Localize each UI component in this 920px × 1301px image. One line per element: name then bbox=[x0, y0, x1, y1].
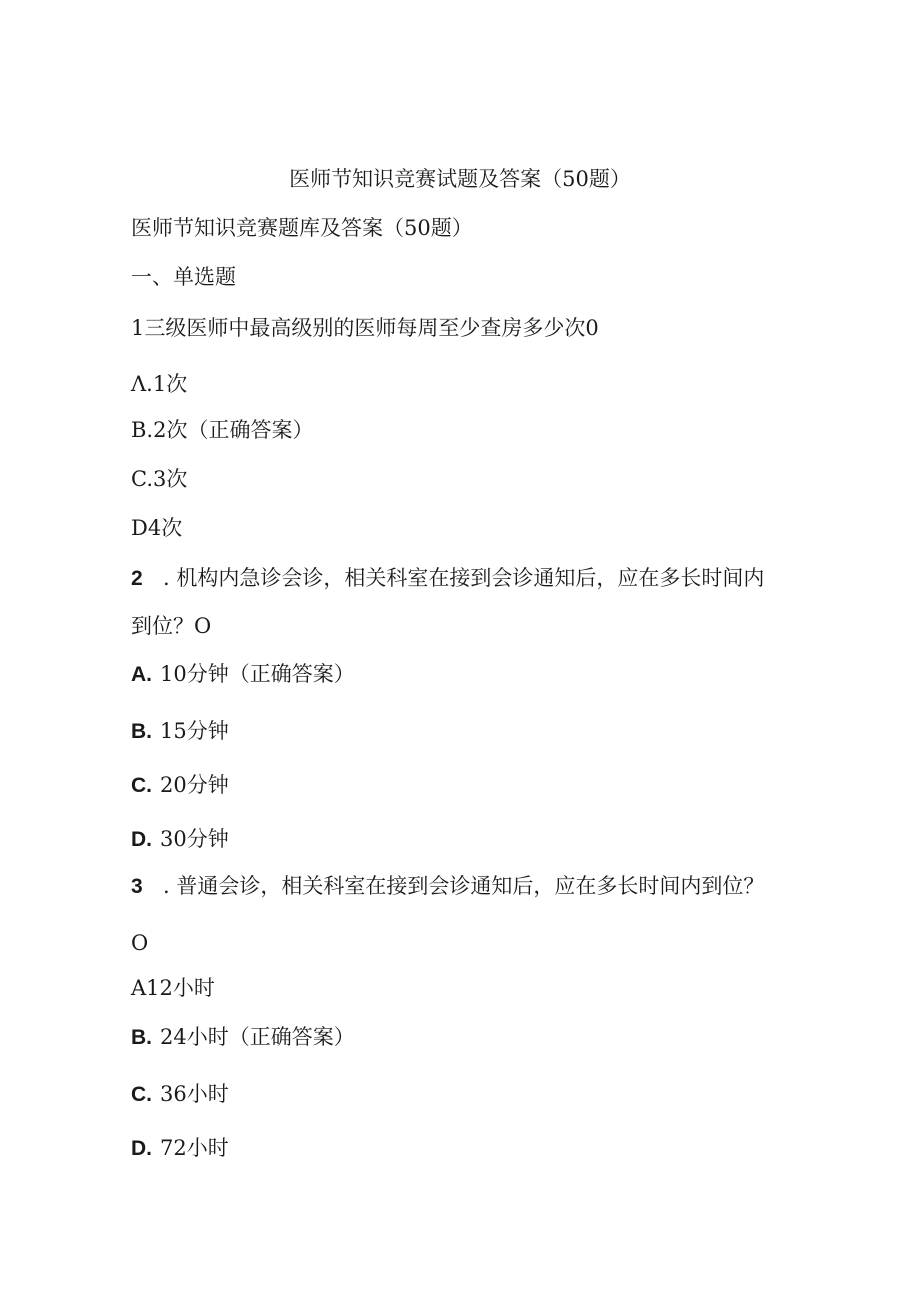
question-3-line-2: O bbox=[131, 931, 149, 955]
option-letter: D. bbox=[131, 828, 152, 851]
option-letter: B. bbox=[131, 1026, 152, 1049]
document-title: 医师节知识竞赛试题及答案（50题） bbox=[289, 167, 631, 191]
question-2-option-c bbox=[131, 771, 229, 800]
question-2-line-1 bbox=[131, 564, 764, 593]
question-3-line-1 bbox=[131, 872, 764, 901]
question-3-number: 3 bbox=[131, 875, 143, 898]
question-2-option-b bbox=[131, 717, 229, 746]
section-heading: 一、单选题 bbox=[131, 265, 236, 289]
question-3-option-c bbox=[131, 1080, 229, 1109]
question-1-text: 1三级医师中最高级别的医师每周至少查房多少次0 bbox=[131, 316, 599, 340]
option-text: 72小时 bbox=[160, 1136, 229, 1160]
question-2-text: . 机构内急诊会诊，相关科室在接到会诊通知后，应在多长时间内 bbox=[163, 566, 765, 590]
option-letter: D. bbox=[131, 1137, 152, 1160]
question-1-option-a: Λ.1次 bbox=[131, 372, 188, 396]
question-2-option-d bbox=[131, 825, 229, 854]
question-3-option-b bbox=[131, 1023, 355, 1052]
option-text: 15分钟 bbox=[160, 719, 229, 743]
document-subtitle: 医师节知识竞赛题库及答案（50题） bbox=[131, 216, 473, 240]
question-3-option-a: A12小时 bbox=[131, 976, 215, 1000]
question-1-option-c: C.3次 bbox=[131, 467, 188, 491]
question-1-option-b: B.2次（正确答案） bbox=[131, 418, 314, 442]
option-letter: C. bbox=[131, 1083, 152, 1106]
option-letter: C. bbox=[131, 774, 152, 797]
question-2-line-2: 到位？O bbox=[131, 614, 212, 638]
question-3-text: . 普通会诊，相关科室在接到会诊通知后，应在多长时间内到位？ bbox=[163, 874, 765, 898]
option-letter: A. bbox=[131, 663, 152, 686]
question-2-number: 2 bbox=[131, 567, 143, 590]
option-text: 36小时 bbox=[160, 1082, 229, 1106]
option-text: 24小时（正确答案） bbox=[160, 1025, 355, 1049]
option-letter: B. bbox=[131, 720, 152, 743]
question-2-option-a bbox=[131, 660, 355, 689]
question-1-option-d: D4次 bbox=[131, 516, 183, 540]
option-text: 10分钟（正确答案） bbox=[160, 662, 355, 686]
option-text: 20分钟 bbox=[160, 773, 229, 797]
option-text: 30分钟 bbox=[160, 827, 229, 851]
question-3-option-d bbox=[131, 1134, 229, 1163]
